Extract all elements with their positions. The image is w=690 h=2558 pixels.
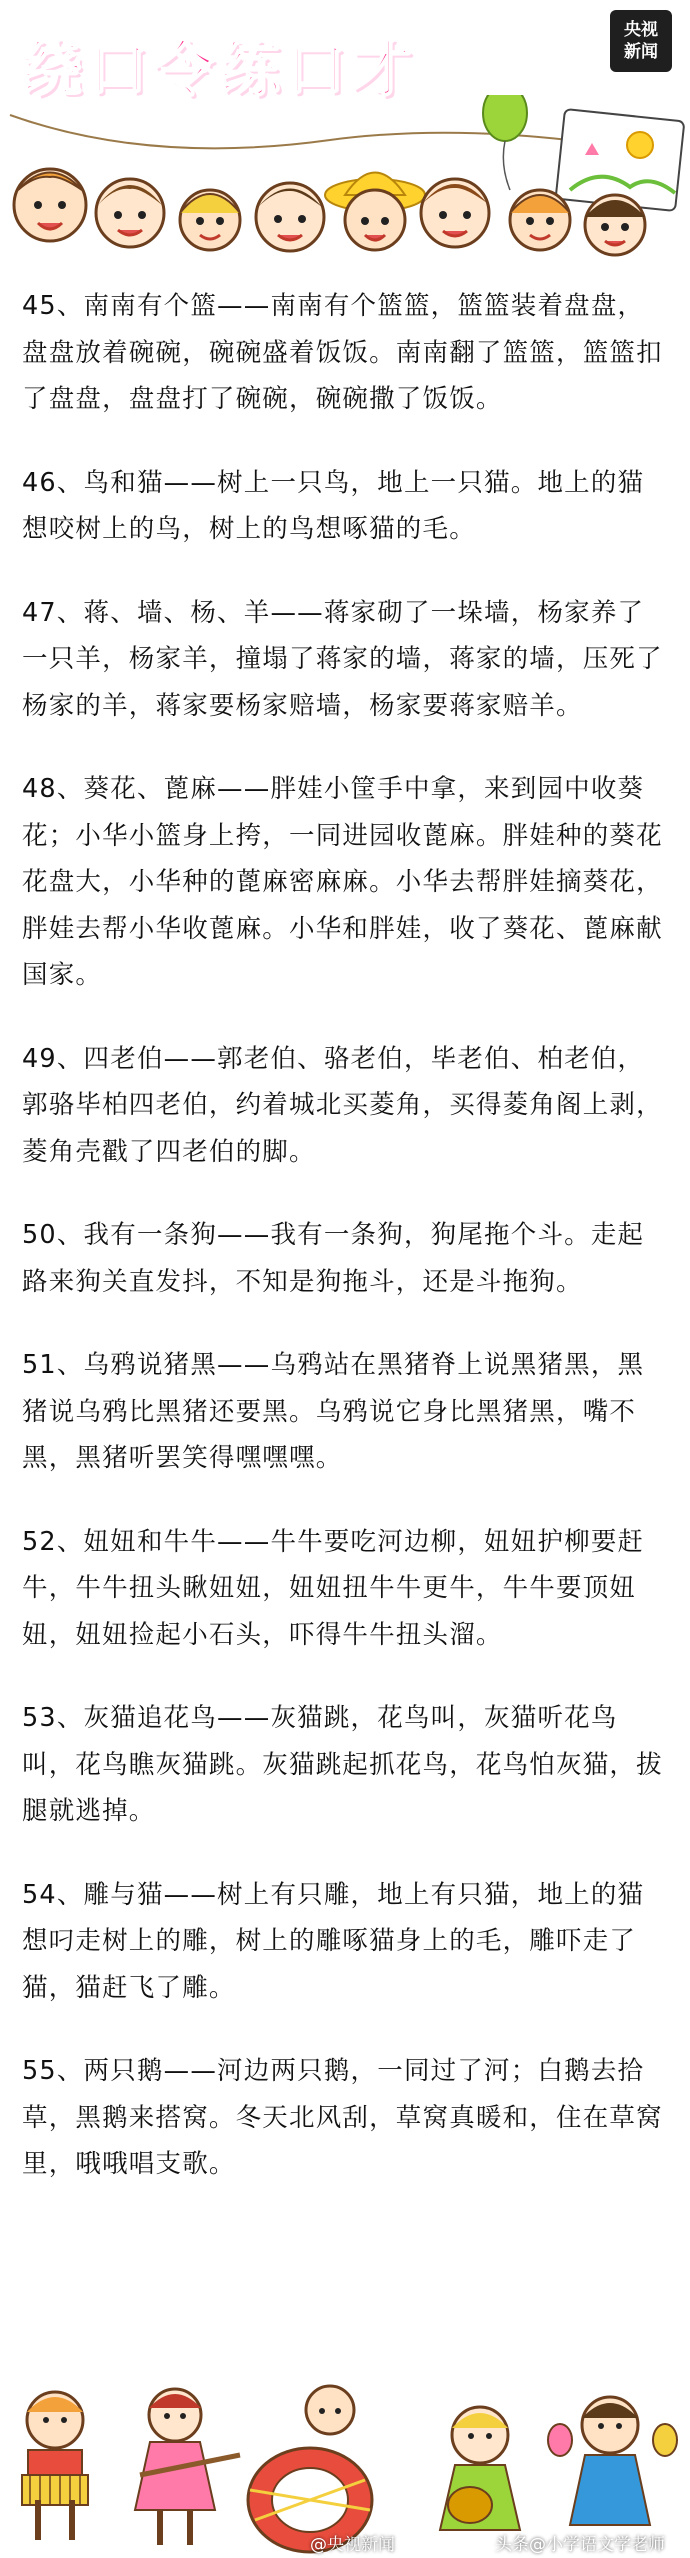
child-face-3 [180,190,240,250]
child-face-7 [510,190,570,250]
tongue-twister-50: 50、我有一条狗——我有一条狗，狗尾拖个斗。走起路来狗关直发抖，不知是狗拖斗，还是斗拖狗。 [22,1220,645,1297]
accordion-kid-icon [22,2392,88,2540]
child-face-6 [421,179,489,247]
tongue-twister-52: 52、妞妞和牛牛——牛牛要吃河边柳，妞妞护柳要赶牛，牛牛扭头瞅妞妞，妞妞扭牛牛更牛，牛牛要顶妞妞，妞妞捡起小石头，吓得牛牛扭头溜。 [22,1526,645,1650]
child-face-1 [14,169,86,241]
maracas-kid-icon [548,2397,677,2525]
tongue-twister-45: 45、南南有个篮——南南有个篮篮，篮篮装着盘盘，盘盘放着碗碗，碗碗盛着饭饭。南南翻了篮篮，篮篮扣了盘盘，盘盘打了碗碗，碗碗撒了饭饭。 [22,291,663,414]
watermark-right: 头条@小学语文学老师 [495,2535,665,2555]
tongue-twister-46: 46、鸟和猫——树上一只鸟，地上一只猫。地上的猫想咬树上的鸟，树上的鸟想啄猫的毛。 [22,467,645,544]
page-title: 绕口令练口才 [22,35,418,105]
logo-line-1: 央视 [624,20,658,40]
logo-line-2: 新闻 [624,42,658,62]
child-face-4 [256,183,324,251]
tongue-twister-53: 53、灰猫追花鸟——灰猫跳，花鸟叫，灰猫听花鸟叫，花鸟瞧灰猫跳。灰猫跳起抓花鸟，花鸟怕灰猫，拔腿就逃掉。 [22,1703,663,1826]
flute-kid-icon [135,2389,240,2545]
tongue-twister-48: 48、葵花、蓖麻——胖娃小筐手中拿，来到园中收葵花；小华小篮身上挎，一同进园收蓖麻。胖娃种的葵花花盘大，小华种的蓖麻密麻麻。小华去帮胖娃摘葵花，胖娃去帮小华收蓖麻。小华和胖娃，收了葵花、蓖麻献国家。 [22,774,663,990]
balloon-icon [483,95,527,190]
drum-kid-icon [248,2386,372,2552]
tongue-twister-51: 51、乌鸦说猪黑——乌鸦站在黑猪脊上说黑猪黑，黑猪说乌鸦比黑猪还要黑。乌鸦说它身比黑猪黑，嘴不黑，黑猪听罢笑得嘿嘿嘿。 [22,1350,645,1473]
tongue-twister-49: 49、四老伯——郭老伯、骆老伯，毕老伯、柏老伯，郭骆毕柏四老伯，约着城北买菱角，买得菱角阁上剥，菱角壳戳了四老伯的脚。 [22,1043,663,1167]
tongue-twister-list [22,283,668,2225]
guitar-kid-icon [440,2407,520,2530]
header [0,0,690,270]
cctv-news-logo [610,10,672,72]
child-face-8 [585,195,645,255]
footer-illustration [0,2380,690,2558]
watermark-left: @央视新闻 [310,2535,395,2555]
tongue-twister-47: 47、蒋、墙、杨、羊——蒋家砌了一垛墙，杨家养了一只羊，杨家羊，撞塌了蒋家的墙，蒋家的墙，压死了杨家的羊，蒋家要杨家赔墙，杨家要蒋家赔羊。 [22,597,663,721]
tongue-twister-54: 54、雕与猫——树上有只雕，地上有只猫，地上的猫想叼走树上的雕，树上的雕啄猫身上的毛，雕吓走了猫，猫赶飞了雕。 [22,1879,645,2003]
kids-banner-illustration [0,95,690,270]
child-face-sunhat [325,173,425,251]
child-face-2 [96,179,164,247]
tongue-twister-55: 55、两只鹅——河边两只鹅，一同过了河；白鹅去拾草，黑鹅来搭窝。冬天北风刮，草窝真暖和，住在草窝里，哦哦唱支歌。 [22,2056,663,2179]
